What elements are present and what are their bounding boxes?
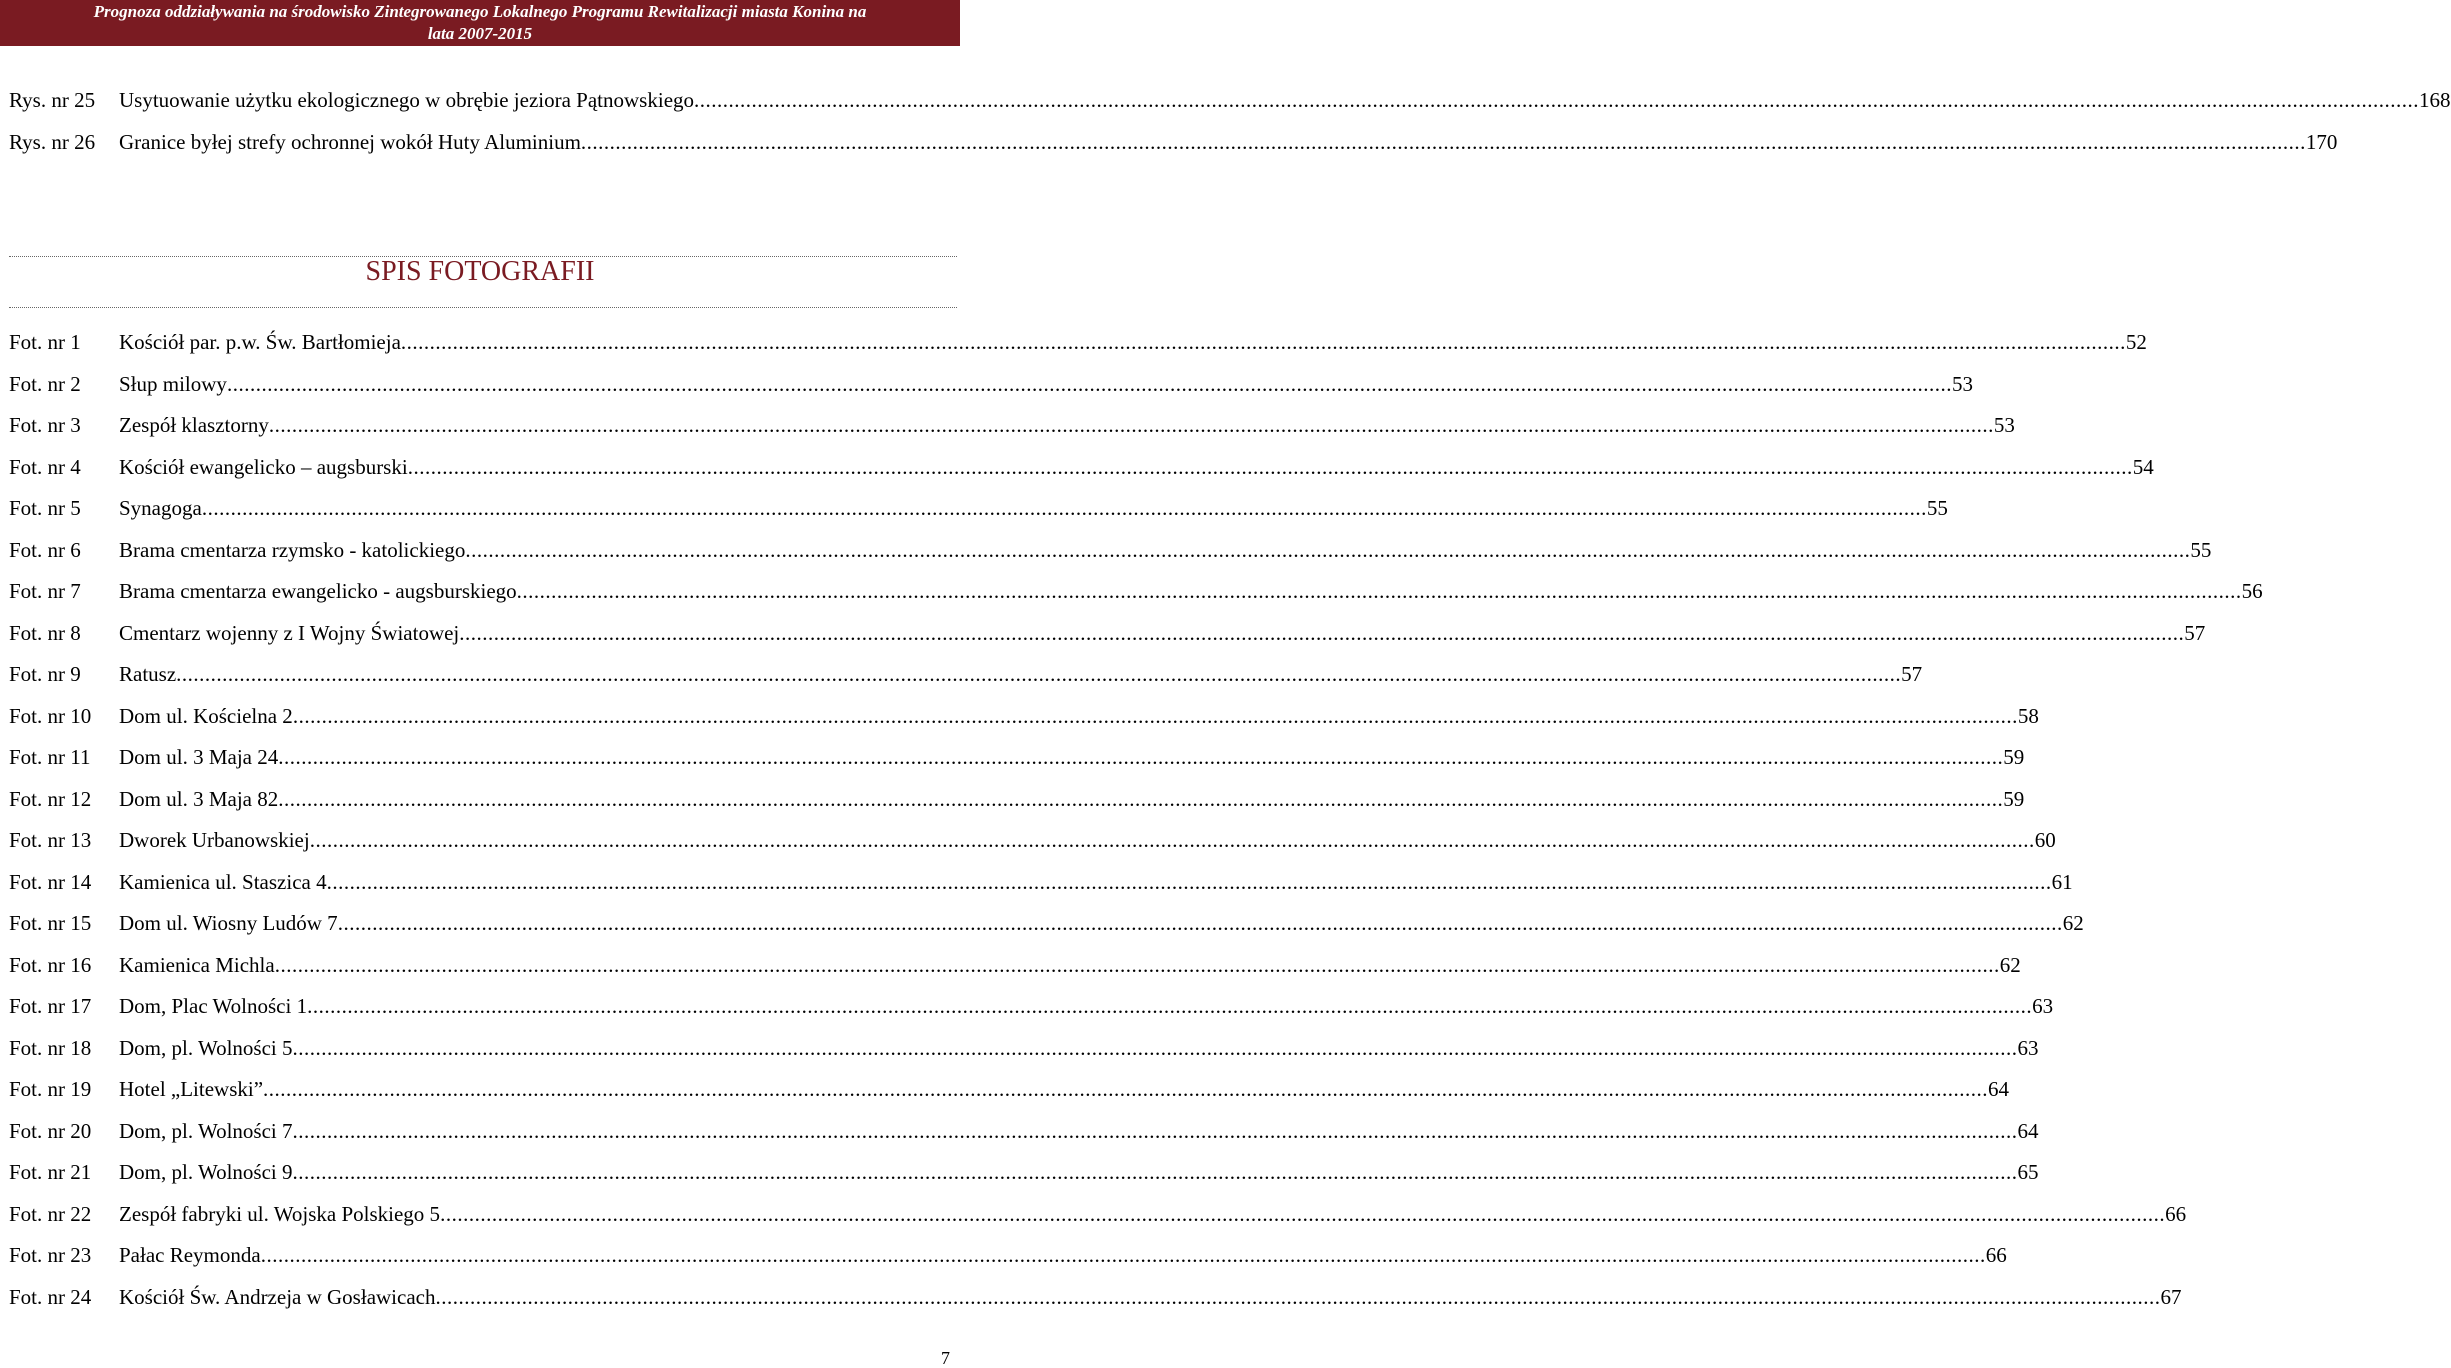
entry-number: Fot. nr 12: [9, 786, 92, 811]
entry-line: [119, 371, 1973, 397]
photo-entry: [0, 1076, 2010, 1102]
entry-page: 64: [1988, 1077, 2010, 1101]
entry-number: Fot. nr 14: [9, 869, 92, 894]
photo-entry: [0, 869, 2073, 895]
dot-leader: ............................................................................................................................................................................................................................................................................................................: [459, 620, 2185, 645]
dot-leader: ............................................................................................................................................................................................................................................................................................................: [201, 496, 1927, 520]
entry-line: [119, 1118, 2039, 1144]
photo-entry: [0, 786, 2025, 812]
entry-line: [119, 786, 2025, 812]
dot-leader: ............................................................................................................................................................................................................................................................................................................: [337, 911, 2063, 935]
entry-line: [119, 412, 2015, 438]
entry-title: Kościół par. p.w. Św. Bartłomieja: [119, 330, 401, 354]
entry-title: Dom ul. 3 Maja 24: [119, 745, 279, 769]
header-line-2: lata 2007-2015: [427, 24, 533, 43]
photo-entry: [0, 744, 2025, 770]
entry-line: [119, 1076, 2010, 1102]
entry-page: 55: [1926, 496, 1948, 520]
entry-page: 66: [1985, 1243, 2007, 1267]
entry-number: Fot. nr 24: [9, 1284, 92, 1309]
entry-number: Fot. nr 9: [9, 662, 81, 686]
dot-leader: ............................................................................................................................................................................................................................................................................................................: [435, 1284, 2161, 1309]
entry-number: Fot. nr 4: [9, 454, 81, 479]
dot-leader: ............................................................................................................................................................................................................................................................................................................: [176, 662, 1902, 686]
photo-entry: [0, 537, 2212, 563]
dot-leader: ............................................................................................................................................................................................................................................................................................................: [465, 537, 2191, 562]
entry-number: Fot. nr 17: [9, 994, 92, 1018]
entry-title: Kościół Św. Andrzeja w Gosławicach: [119, 1284, 436, 1309]
entry-line: [119, 87, 2451, 113]
entry-page: 57: [1901, 662, 1923, 686]
entry-page: 59: [2003, 745, 2025, 769]
entry-title: Kamienica Michla: [119, 952, 275, 977]
entry-title: Dom, pl. Wolności 5: [119, 1035, 293, 1060]
entry-number: Fot. nr 10: [9, 703, 92, 728]
entry-number: Fot. nr 8: [9, 620, 81, 645]
entry-line: [119, 1035, 2039, 1061]
page-number: 7: [941, 1348, 950, 1368]
photo-entry: [0, 620, 2206, 646]
entry-line: [119, 578, 2263, 604]
entry-line: [119, 454, 2154, 480]
figure-entry: [0, 87, 2451, 113]
entry-number: Fot. nr 7: [9, 579, 81, 603]
entry-title: Brama cmentarza rzymsko - katolickiego: [119, 537, 466, 562]
entry-number: Fot. nr 22: [9, 1201, 92, 1226]
photo-entry: [0, 1118, 2039, 1144]
entry-line: [119, 993, 2054, 1019]
dot-leader: ............................................................................................................................................................................................................................................................................................................: [309, 828, 2035, 852]
photo-entry: [0, 1035, 2039, 1061]
entry-number: Fot. nr 6: [9, 537, 81, 562]
entry-title: Dom ul. Wiosny Ludów 7: [119, 911, 338, 935]
entry-title: Kamienica ul. Staszica 4: [119, 869, 327, 894]
dot-leader: ............................................................................................................................................................................................................................................................................................................: [292, 1160, 2018, 1184]
entry-page: 56: [2241, 579, 2263, 603]
entry-page: 62: [2062, 911, 2084, 935]
entry-title: Cmentarz wojenny z I Wojny Światowej: [119, 620, 460, 645]
entry-line: [119, 1284, 2182, 1310]
running-header: [0, 0, 960, 46]
entry-page: 55: [2190, 537, 2212, 562]
entry-title: Dom, Plac Wolności 1: [119, 994, 308, 1018]
entry-line: [119, 1242, 2007, 1268]
entry-page: 53: [1951, 371, 1973, 396]
entry-line: [119, 869, 2073, 895]
entry-number: Fot. nr 2: [9, 371, 81, 396]
dot-leader: ............................................................................................................................................................................................................................................................................................................: [694, 88, 2420, 112]
entry-number: Rys. nr 25: [9, 88, 96, 112]
entry-title: Pałac Reymonda: [119, 1243, 261, 1267]
entry-title: Brama cmentarza ewangelicko - augsburskiego: [119, 579, 517, 603]
entry-number: Fot. nr 23: [9, 1243, 92, 1267]
entry-title: Dworek Urbanowskiej: [119, 828, 310, 852]
photo-entry: [0, 329, 2147, 355]
entry-page: 66: [2165, 1201, 2187, 1226]
entry-title: Zespół klasztorny: [119, 413, 269, 437]
entry-line: [119, 129, 2338, 155]
entry-line: [119, 1201, 2187, 1227]
dot-leader: ............................................................................................................................................................................................................................................................................................................: [260, 1243, 1986, 1267]
entry-number: Fot. nr 19: [9, 1077, 92, 1101]
entry-number: Fot. nr 16: [9, 952, 92, 977]
entry-number: Fot. nr 13: [9, 828, 92, 852]
entry-line: [119, 329, 2147, 355]
dot-leader: ............................................................................................................................................................................................................................................................................................................: [516, 579, 2242, 603]
photo-entry: [0, 1284, 2182, 1310]
photo-entry: [0, 827, 2056, 853]
dot-leader: ............................................................................................................................................................................................................................................................................................................: [278, 745, 2004, 769]
heading-rule-bottom: [9, 307, 957, 308]
entry-page: 65: [2017, 1160, 2039, 1184]
entry-page: 54: [2132, 454, 2154, 479]
entry-number: Fot. nr 20: [9, 1118, 92, 1143]
dot-leader: ............................................................................................................................................................................................................................................................................................................: [292, 1035, 2018, 1060]
photo-entry: [0, 993, 2054, 1019]
dot-leader: ............................................................................................................................................................................................................................................................................................................: [400, 330, 2126, 354]
photo-entry: [0, 952, 2021, 978]
photo-entry: [0, 703, 2039, 729]
entry-number: Fot. nr 11: [9, 745, 91, 769]
dot-leader: ............................................................................................................................................................................................................................................................................................................: [292, 1118, 2018, 1143]
entry-line: [119, 703, 2039, 729]
entry-title: Granice byłej strefy ochronnej wokół Huty Aluminium: [119, 129, 581, 154]
photo-entry: [0, 495, 1948, 521]
entry-line: [119, 910, 2084, 936]
entry-title: Hotel „Litewski”: [119, 1077, 264, 1101]
entry-title: Usytuowanie użytku ekologicznego w obrębie jeziora Pątnowskiego: [119, 88, 695, 112]
dot-leader: ............................................................................................................................................................................................................................................................................................................: [440, 1201, 2166, 1226]
entry-page: 52: [2125, 330, 2147, 354]
entry-title: Dom ul. Kościelna 2: [119, 703, 293, 728]
entry-page: 58: [2017, 703, 2039, 728]
entry-page: 64: [2017, 1118, 2039, 1143]
dot-leader: ............................................................................................................................................................................................................................................................................................................: [263, 1077, 1989, 1101]
photo-entry: [0, 661, 1923, 687]
dot-leader: ............................................................................................................................................................................................................................................................................................................: [278, 786, 2004, 811]
entry-title: Kościół ewangelicko – augsburski: [119, 454, 408, 479]
entry-title: Synagoga: [119, 496, 202, 520]
entry-line: [119, 1159, 2039, 1185]
entry-title: Słup milowy: [119, 371, 227, 396]
entry-line: [119, 495, 1948, 521]
entry-line: [119, 661, 1923, 687]
dot-leader: ............................................................................................................................................................................................................................................................................................................: [580, 129, 2306, 154]
photo-entry: [0, 1242, 2007, 1268]
dot-leader: ............................................................................................................................................................................................................................................................................................................: [274, 952, 2000, 977]
photo-entry: [0, 412, 2015, 438]
entry-page: 67: [2160, 1284, 2182, 1309]
entry-title: Ratusz: [119, 662, 177, 686]
dot-leader: ............................................................................................................................................................................................................................................................................................................: [407, 454, 2133, 479]
entry-page: 63: [2017, 1035, 2039, 1060]
entry-title: Dom, pl. Wolności 7: [119, 1118, 293, 1143]
entry-page: 62: [1999, 952, 2021, 977]
entry-page: 170: [2305, 129, 2338, 154]
entry-number: Fot. nr 21: [9, 1160, 92, 1184]
photo-entry: [0, 1159, 2039, 1185]
figure-entry: [0, 129, 2338, 155]
entry-number: Fot. nr 1: [9, 330, 81, 354]
photo-entry: [0, 1201, 2187, 1227]
photo-entry: [0, 454, 2154, 480]
entry-page: 59: [2003, 786, 2025, 811]
photo-entry: [0, 371, 1973, 397]
entry-line: [119, 827, 2056, 853]
photo-entry: [0, 910, 2084, 936]
entry-title: Dom, pl. Wolności 9: [119, 1160, 293, 1184]
photo-entry: [0, 578, 2263, 604]
entry-number: Fot. nr 5: [9, 496, 81, 520]
dot-leader: ............................................................................................................................................................................................................................................................................................................: [307, 994, 2033, 1018]
entry-page: 63: [2032, 994, 2054, 1018]
entry-number: Fot. nr 18: [9, 1035, 92, 1060]
entry-page: 57: [2184, 620, 2206, 645]
entry-page: 61: [2051, 869, 2073, 894]
entry-page: 60: [2034, 828, 2056, 852]
entry-number: Fot. nr 15: [9, 911, 92, 935]
entry-number: Rys. nr 26: [9, 129, 96, 154]
entry-title: Dom ul. 3 Maja 82: [119, 786, 279, 811]
header-line-1: Prognoza oddziaływania na środowisko Zintegrowanego Lokalnego Programu Rewitalizacji miasta Konina na: [93, 2, 867, 21]
dot-leader: ............................................................................................................................................................................................................................................................................................................: [226, 371, 1952, 396]
entry-number: Fot. nr 3: [9, 413, 81, 437]
entry-page: 168: [2419, 88, 2451, 112]
entry-line: [119, 537, 2212, 563]
dot-leader: ............................................................................................................................................................................................................................................................................................................: [326, 869, 2052, 894]
entry-page: 53: [1993, 413, 2015, 437]
dot-leader: ............................................................................................................................................................................................................................................................................................................: [268, 413, 1994, 437]
entry-line: [119, 620, 2206, 646]
dot-leader: ............................................................................................................................................................................................................................................................................................................: [292, 703, 2018, 728]
entry-line: [119, 952, 2021, 978]
entry-title: Zespół fabryki ul. Wojska Polskiego 5: [119, 1201, 441, 1226]
photos-heading: SPIS FOTOGRAFII: [365, 256, 595, 287]
entry-line: [119, 744, 2025, 770]
